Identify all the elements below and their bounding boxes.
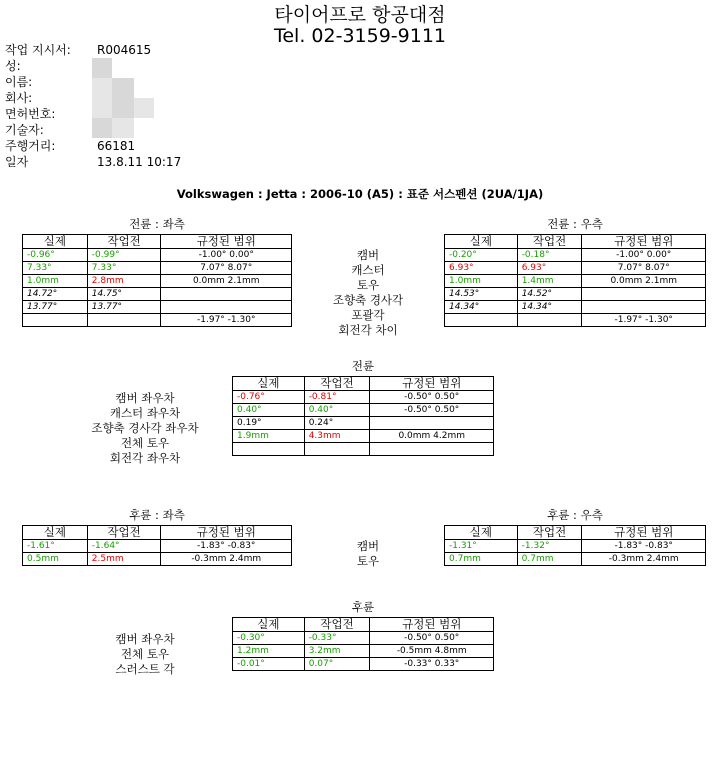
redacted-block [112, 118, 134, 138]
col-header-spec: 규정된 범위 [370, 377, 494, 391]
spec-cell [582, 301, 706, 314]
rear-label-camber: 캠버 [356, 539, 380, 553]
rear-cross-label-thrust: 스러스트 각 [115, 662, 175, 676]
actual-cell: 1.2mm [233, 645, 305, 658]
actual-cell: 1.0mm [445, 275, 518, 288]
info-label: 이름: [5, 75, 33, 89]
before-cell: 13.77° [87, 301, 161, 314]
before-cell: -1.64° [87, 540, 161, 553]
front-label-caster: 캐스터 [351, 263, 385, 277]
before-cell: 14.52° [517, 288, 582, 301]
before-cell [304, 443, 370, 456]
actual-cell: -0.30° [233, 632, 305, 645]
spec-cell: 0.0mm 2.1mm [582, 275, 706, 288]
spec-cell: 0.0mm 4.2mm [370, 430, 494, 443]
before-cell: -1.32° [517, 540, 582, 553]
actual-cell: 14.53° [445, 288, 518, 301]
actual-cell: -0.20° [445, 249, 518, 262]
spec-cell: -0.3mm 2.4mm [582, 553, 706, 566]
redacted-block [92, 118, 112, 138]
front-label-camber: 캠버 [356, 248, 380, 262]
redacted-block [92, 58, 112, 78]
front-label-turn-diff: 회전각 차이 [338, 323, 398, 337]
info-label: 작업 지시서: [5, 43, 71, 57]
spec-cell: -1.00° 0.00° [582, 249, 706, 262]
front-cross-table [232, 376, 494, 456]
info-label: 기술자: [5, 123, 44, 137]
col-header-before: 작업전 [517, 235, 582, 249]
front-cross-label-turn-diff: 회전각 좌우차 [109, 451, 181, 465]
redacted-block [92, 98, 112, 118]
before-cell: 1.4mm [517, 275, 582, 288]
before-cell: 0.7mm [517, 553, 582, 566]
actual-cell: 0.40° [233, 404, 305, 417]
before-cell [87, 314, 161, 327]
actual-cell: 0.7mm [445, 553, 518, 566]
redacted-block [112, 98, 134, 118]
info-label: 면허번호: [5, 107, 56, 121]
col-header-before: 작업전 [87, 526, 161, 540]
actual-cell: 14.34° [445, 301, 518, 314]
actual-cell: 1.9mm [233, 430, 305, 443]
before-cell: 4.3mm [304, 430, 370, 443]
spec-cell [161, 301, 292, 314]
col-header-actual: 실제 [233, 618, 305, 632]
rear-cross-table [232, 617, 494, 671]
actual-cell [23, 314, 88, 327]
redacted-block [134, 98, 154, 118]
actual-cell: 7.33° [23, 262, 88, 275]
front-cross-label-camber: 캠버 좌우차 [115, 391, 175, 405]
spec-cell: 7.07° 8.07° [161, 262, 292, 275]
vehicle-info: Volkswagen : Jetta : 2006-10 (A5) : 표준 서스펜션 (2UA/1JA) [176, 187, 544, 201]
info-value: R004615 [97, 43, 152, 57]
spec-cell [370, 417, 494, 430]
before-cell: -0.33° [304, 632, 370, 645]
before-cell: -0.99° [87, 249, 161, 262]
col-header-before: 작업전 [517, 526, 582, 540]
before-cell: -0.81° [304, 391, 370, 404]
before-cell: 3.2mm [304, 645, 370, 658]
rear-left-title: 후륜 : 좌측 [129, 508, 185, 522]
rear-cross-title: 후륜 [351, 600, 375, 614]
before-cell: 0.40° [304, 404, 370, 417]
spec-cell: -0.50° 0.50° [370, 404, 494, 417]
redacted-block [112, 78, 134, 98]
actual-cell: 13.77° [23, 301, 88, 314]
before-cell: 14.75° [87, 288, 161, 301]
actual-cell: -0.76° [233, 391, 305, 404]
spec-cell: -1.83° -0.83° [582, 540, 706, 553]
col-header-spec: 규정된 범위 [370, 618, 494, 632]
actual-cell [445, 314, 518, 327]
spec-cell [370, 443, 494, 456]
front-label-sai: 조향축 경사각 [332, 293, 404, 307]
spec-cell: -1.00° 0.00° [161, 249, 292, 262]
redacted-block [92, 78, 112, 98]
front-left-table [22, 234, 292, 327]
col-header-spec: 규정된 범위 [582, 526, 706, 540]
actual-cell: 0.5mm [23, 553, 88, 566]
before-cell: 2.5mm [87, 553, 161, 566]
actual-cell: 6.93° [445, 262, 518, 275]
before-cell: 0.24° [304, 417, 370, 430]
info-label: 일자 [5, 155, 29, 169]
actual-cell: -0.96° [23, 249, 88, 262]
spec-cell: -1.83° -0.83° [161, 540, 292, 553]
front-left-title: 전륜 : 좌측 [129, 217, 185, 231]
spec-cell: -1.97° -1.30° [582, 314, 706, 327]
col-header-before: 작업전 [304, 618, 370, 632]
spec-cell: -0.33° 0.33° [370, 658, 494, 671]
spec-cell [582, 288, 706, 301]
col-header-actual: 실제 [445, 235, 518, 249]
info-value: 13.8.11 10:17 [97, 155, 182, 169]
before-cell: 2.8mm [87, 275, 161, 288]
info-label: 성: [5, 59, 21, 73]
front-cross-title: 전륜 [351, 359, 375, 373]
spec-cell: 0.0mm 2.1mm [161, 275, 292, 288]
before-cell: -0.18° [517, 249, 582, 262]
spec-cell: -0.50° 0.50° [370, 391, 494, 404]
col-header-spec: 규정된 범위 [582, 235, 706, 249]
col-header-spec: 규정된 범위 [161, 235, 292, 249]
rear-cross-label-camber: 캠버 좌우차 [115, 632, 175, 646]
col-header-before: 작업전 [87, 235, 161, 249]
rear-left-table [22, 525, 292, 566]
rear-right-table [444, 525, 706, 566]
front-right-title: 전륜 : 우측 [547, 217, 603, 231]
col-header-actual: 실제 [23, 235, 88, 249]
front-cross-label-total-toe: 전체 토우 [120, 436, 170, 450]
spec-cell [161, 288, 292, 301]
front-label-toe: 토우 [356, 278, 380, 292]
spec-cell: -1.97° -1.30° [161, 314, 292, 327]
spec-cell: -0.3mm 2.4mm [161, 553, 292, 566]
actual-cell: 14.72° [23, 288, 88, 301]
col-header-spec: 규정된 범위 [161, 526, 292, 540]
actual-cell: 0.19° [233, 417, 305, 430]
before-cell [517, 314, 582, 327]
rear-cross-label-total-toe: 전체 토우 [120, 647, 170, 661]
rear-right-title: 후륜 : 우측 [547, 508, 603, 522]
front-right-table [444, 234, 706, 327]
actual-cell: -1.31° [445, 540, 518, 553]
front-cross-label-caster: 캐스터 좌우차 [109, 406, 181, 420]
before-cell: 7.33° [87, 262, 161, 275]
col-header-before: 작업전 [304, 377, 370, 391]
spec-cell: -0.5mm 4.8mm [370, 645, 494, 658]
front-cross-label-sai: 조향축 경사각 좌우차 [91, 421, 199, 435]
info-value: 66181 [97, 139, 136, 153]
shop-phone: Tel. 02-3159-9111 [273, 25, 447, 47]
before-cell: 14.34° [517, 301, 582, 314]
actual-cell: -1.61° [23, 540, 88, 553]
rear-label-toe: 토우 [356, 554, 380, 568]
spec-cell: 7.07° 8.07° [582, 262, 706, 275]
col-header-actual: 실제 [233, 377, 305, 391]
info-label: 주행거리: [5, 139, 56, 153]
actual-cell: 1.0mm [23, 275, 88, 288]
before-cell: 0.07° [304, 658, 370, 671]
actual-cell [233, 443, 305, 456]
actual-cell: -0.01° [233, 658, 305, 671]
shop-name: 타이어프로 항공대점 [274, 4, 446, 26]
info-label: 회사: [5, 91, 33, 105]
col-header-actual: 실제 [445, 526, 518, 540]
spec-cell: -0.50° 0.50° [370, 632, 494, 645]
col-header-actual: 실제 [23, 526, 88, 540]
front-label-included-angle: 포괄각 [351, 308, 385, 322]
before-cell: 6.93° [517, 262, 582, 275]
